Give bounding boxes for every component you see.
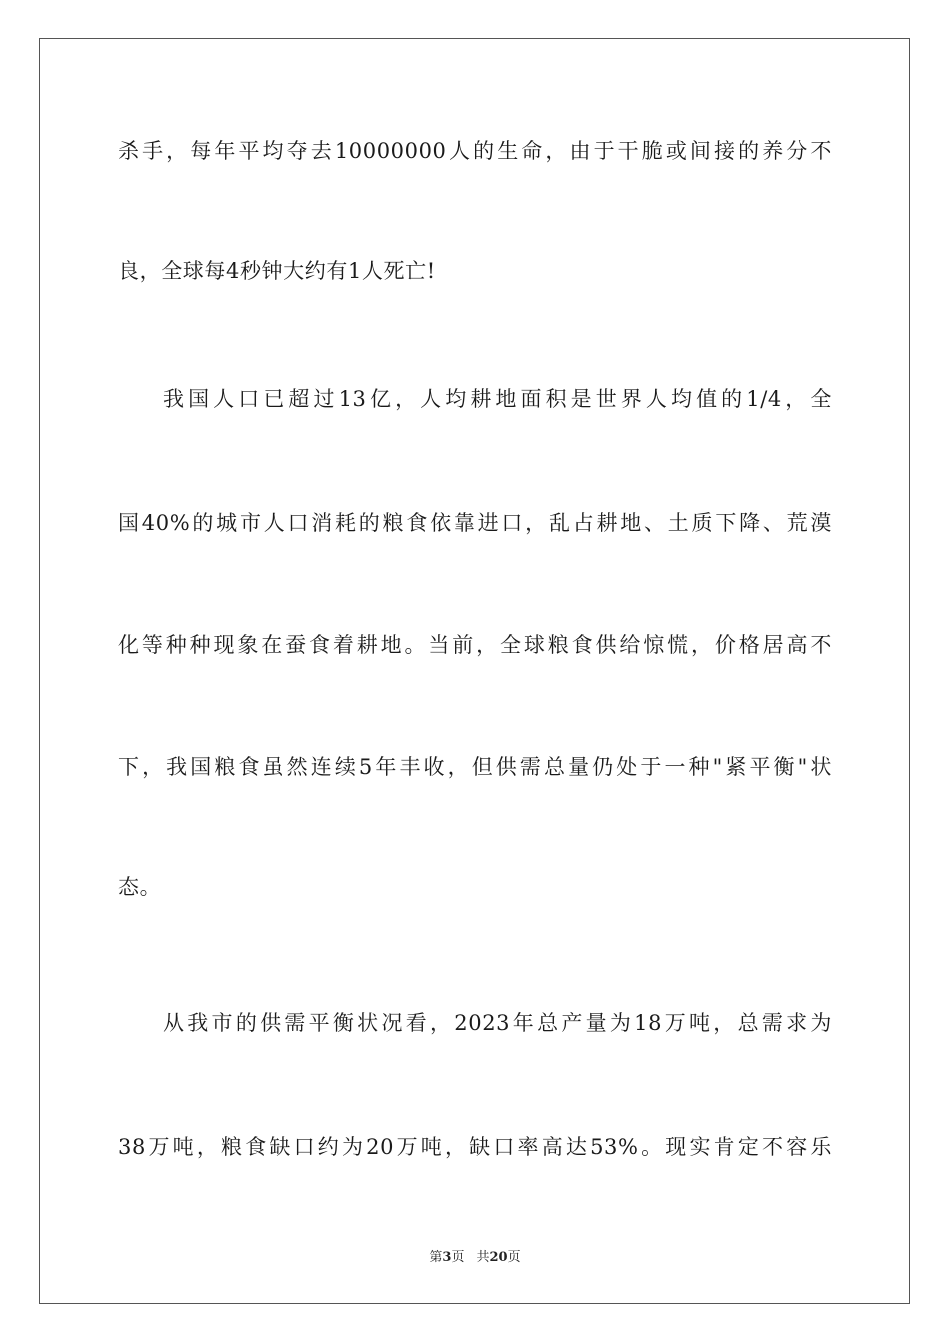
paragraph-line: 下，我国粮食虽然连续5年丰收，但供需总量仍处于一种"紧平衡"状 xyxy=(118,755,832,779)
total-suffix: 页 xyxy=(507,1250,521,1265)
page-suffix: 页 xyxy=(451,1250,465,1265)
page-prefix: 第 xyxy=(429,1250,443,1265)
total-page-count: 20 xyxy=(489,1250,508,1265)
paragraph-line: 化等种种现象在蚕食着耕地。当前，全球粮食供给惊慌，价格居高不 xyxy=(118,633,832,657)
page-footer xyxy=(0,1246,950,1265)
paragraph-line: 杀手，每年平均夺去10000000人的生命，由于干脆或间接的养分不 xyxy=(118,139,832,163)
total-prefix: 共 xyxy=(476,1250,490,1265)
paragraph-line: 国40%的城市人口消耗的粮食依靠进口，乱占耕地、土质下降、荒漠 xyxy=(118,511,832,535)
paragraph-line: 我国人口已超过13亿，人均耕地面积是世界人均值的1/4，全 xyxy=(163,387,832,411)
page-border xyxy=(39,38,910,1304)
current-page-number: 3 xyxy=(442,1250,452,1265)
paragraph-line: 态。 xyxy=(118,875,162,899)
paragraph-line: 从我市的供需平衡状况看，2023年总产量为18万吨，总需求为 xyxy=(163,1011,832,1035)
paragraph-line: 38万吨，粮食缺口约为20万吨，缺口率高达53%。现实肯定不容乐 xyxy=(118,1135,832,1159)
paragraph-line: 良，全球每4秒钟大约有1人死亡! xyxy=(118,259,436,283)
